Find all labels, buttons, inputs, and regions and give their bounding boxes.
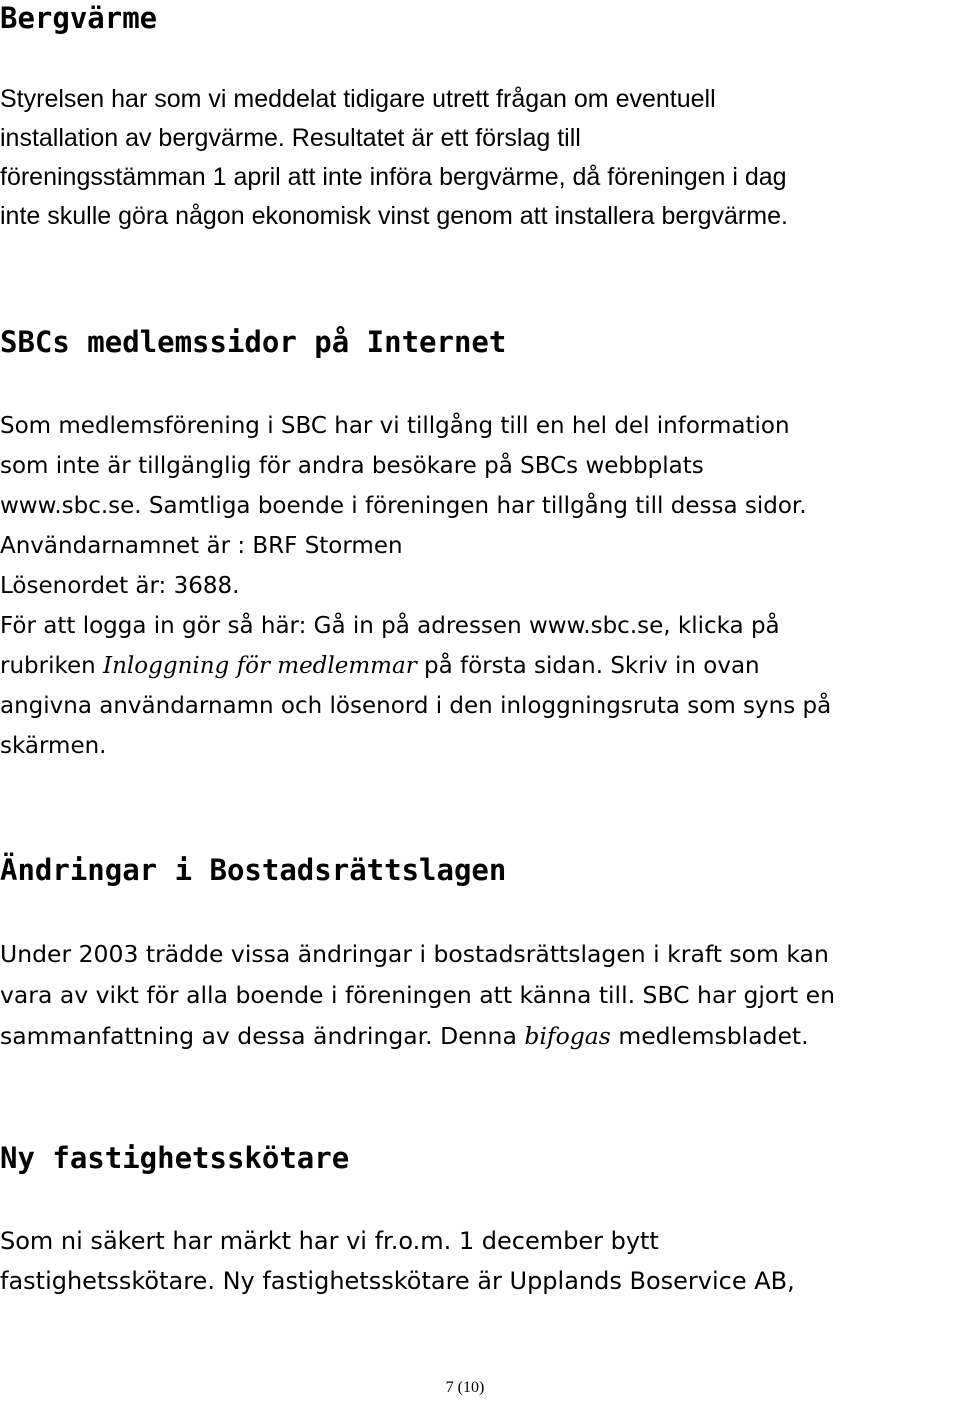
paragraph-andringar — [0, 934, 835, 1057]
page-number: 7 (10) — [445, 1379, 485, 1396]
text-line: Som ni säkert har märkt har vi fr.o.m. 1 december bytt — [0, 1227, 659, 1255]
text-segment: på första sidan. Skriv in ovan — [416, 653, 760, 679]
heading-bergvarme: Bergvärme — [0, 1, 158, 35]
text-line: fastighetsskötare. Ny fastighetsskötare är Upplands Boservice AB, — [0, 1267, 795, 1295]
heading-sbc: SBCs medlemssidor på Internet — [0, 325, 507, 359]
text-line: som inte är tillgänglig för andra besökare på SBCs webbplats — [0, 453, 704, 479]
italic-text: Inloggning för medlemmar — [103, 653, 417, 679]
text-line: angivna användarnamn och lösenord i den inloggningsruta som syns på — [0, 693, 832, 719]
text-line — [0, 646, 831, 686]
text-line: vara av vikt för alla boende i föreningen att känna till. SBC har gjort en — [0, 981, 836, 1009]
text-line: Styrelsen har som vi meddelat tidigare utrett frågan om eventuell — [0, 85, 716, 113]
text-line: Under 2003 trädde vissa ändringar i bostadsrättslagen i kraft som kan — [0, 940, 829, 968]
text-line: installation av bergvärme. Resultatet är ett förslag till — [0, 124, 581, 152]
text-segment: sammanfattning av dessa ändringar. Denna — [0, 1022, 525, 1050]
text-line: skärmen. — [0, 733, 107, 759]
text-segment: medlemsbladet. — [610, 1022, 809, 1050]
heading-fastighetsskotare: Ny fastighetsskötare — [0, 1141, 350, 1175]
text-segment: rubriken — [0, 653, 104, 679]
text-line: föreningsstämman 1 april att inte införa bergvärme, då föreningen i dag — [0, 163, 787, 191]
text-line: Användarnamnet är : BRF Stormen — [0, 533, 403, 559]
text-line: Lösenordet är: 3688. — [0, 573, 240, 599]
heading-andringar: Ändringar i Bostadsrättslagen — [0, 853, 507, 887]
italic-text: bifogas — [524, 1022, 611, 1050]
paragraph-sbc — [0, 406, 831, 766]
text-line — [0, 1016, 835, 1057]
text-line: inte skulle göra någon ekonomisk vinst genom att installera bergvärme. — [0, 202, 788, 230]
text-line: För att logga in gör så här: Gå in på adressen www.sbc.se, klicka på — [0, 613, 780, 639]
paragraph-bergvarme — [0, 80, 788, 236]
paragraph-fastighetsskotare — [0, 1221, 795, 1301]
text-line: Som medlemsförening i SBC har vi tillgång till en hel del information — [0, 413, 790, 439]
text-line: www.sbc.se. Samtliga boende i föreningen har tillgång till dessa sidor. — [0, 493, 807, 519]
